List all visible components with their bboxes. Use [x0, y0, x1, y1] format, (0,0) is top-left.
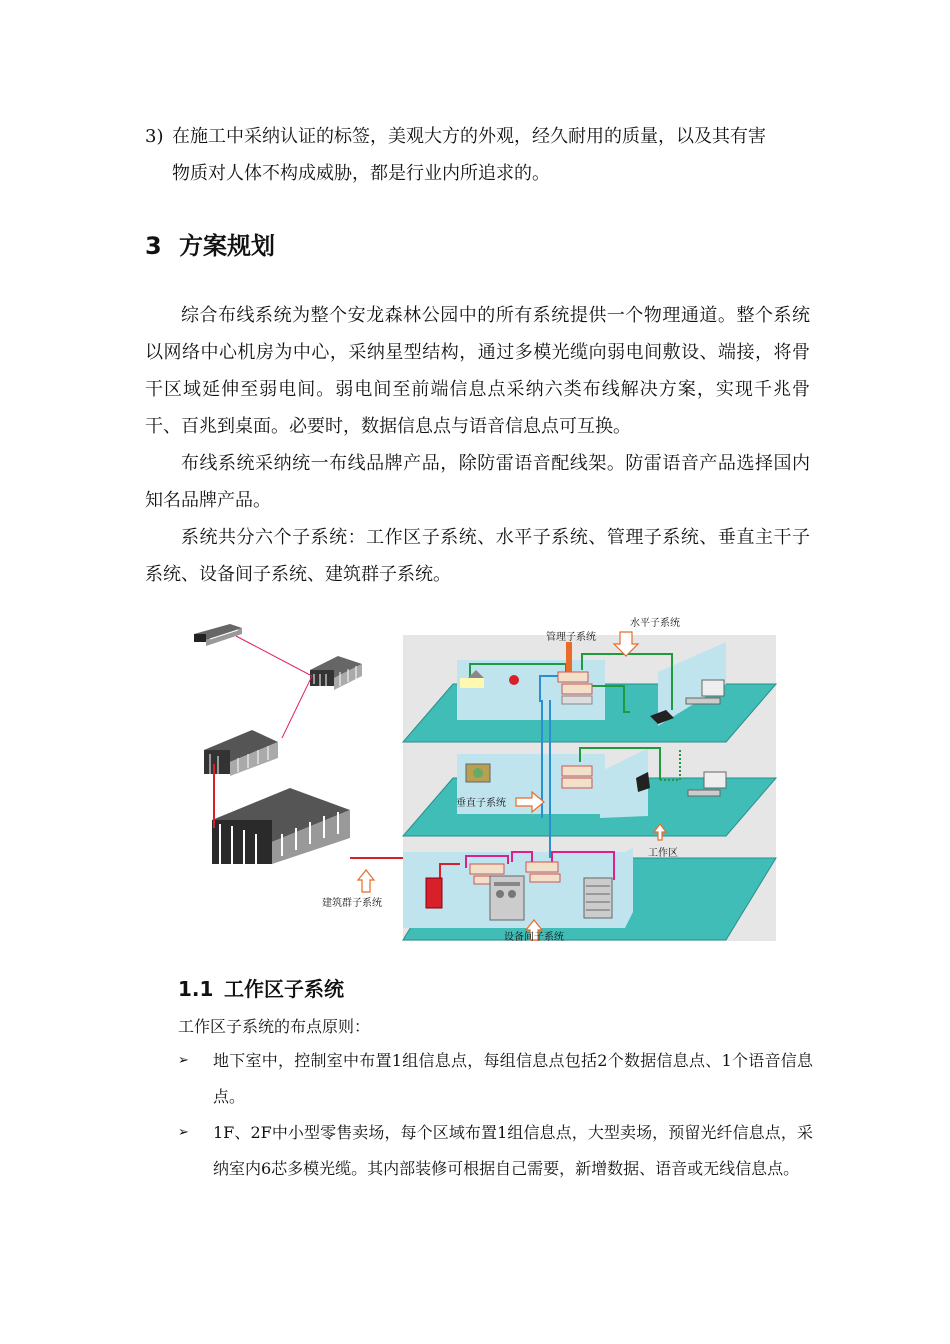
server-cabinet-icon: [490, 876, 524, 920]
bullet-arrow-icon: ➢: [178, 1125, 189, 1140]
label-management-subsystem: 管理子系统: [546, 632, 596, 643]
paragraph-3: 系统共分六个子系统：工作区子系统、水平子系统、管理子系统、垂直主干子系统、设备间子系统、建筑群子系统。: [145, 527, 810, 585]
label-vertical-subsystem: 垂直子系统: [456, 798, 506, 809]
building-small-1-icon: [194, 624, 242, 646]
subsection-title: 工作区子系统: [224, 977, 344, 1001]
label-equipment-room-subsystem: 设备间子系统: [504, 932, 564, 943]
security-device-icon: [466, 764, 490, 782]
section-1-1-heading: [178, 973, 344, 1002]
patch-panel-floor-2-icon: [558, 672, 592, 704]
server-rack-icon: [584, 878, 612, 918]
label-campus-subsystem: 建筑群子系统: [322, 898, 382, 909]
cabling-system-diagram: [190, 612, 790, 947]
list-item-number: 3): [145, 126, 164, 147]
subsection-number: 1.1: [178, 977, 214, 1001]
section-3-heading: [145, 226, 275, 261]
bullet-arrow-icon: ➢: [178, 1053, 189, 1068]
campus-subsystem-arrow-icon: [358, 870, 374, 892]
building-large-icon: [212, 788, 350, 864]
list-item-text-line1: 在施工中采纳认证的标签，美观大方的外观，经久耐用的质量，以及其有害: [172, 126, 766, 147]
paragraph-2: 布线系统采纳统一布线品牌产品，除防雷语音配线架。防雷语音产品选择国内知名品牌产品。: [145, 453, 810, 511]
building-medium-icon: [204, 730, 278, 776]
distribution-frame-icon: [426, 878, 442, 908]
paragraph-1: 综合布线系统为整个安龙森林公园中的所有系统提供一个物理通道。整个系统以网络中心机房为中心，采纳星型结构，通过多模光缆向弱电间敷设、端接，将骨干区域延伸至弱电间。弱电间至前端信息点采纳六类布线解决方案，实现千兆骨干、百兆到桌面。必要时，数据信息点与语音信息点可互换。: [145, 305, 810, 437]
section-number: 3: [145, 232, 162, 260]
subsection-intro: 工作区子系统的布点原则：: [178, 1017, 371, 1036]
campus-link-line: [236, 636, 312, 738]
bullet-text: 地下室中，控制室中布置1组信息点，每组信息点包括2个数据信息点、1个语音信息点。: [213, 1051, 813, 1106]
list-item-text-line2: 物质对人体不构成威胁，都是行业内所追求的。: [172, 163, 550, 184]
building-small-2-icon: [310, 656, 362, 690]
label-horizontal-subsystem: 水平子系统: [630, 618, 680, 629]
label-work-area: 工作区: [648, 848, 678, 859]
section-title: 方案规划: [179, 232, 275, 260]
management-subsystem-arrow-icon: [566, 642, 572, 672]
bullet-text: 1F、2F中小型零售卖场，每个区域布置1组信息点，大型卖场，预留光纤信息点，采纳室内6芯多模光缆。其内部装修可根据自己需要，新增数据、语音或无线信息点。: [213, 1123, 813, 1178]
alarm-icon: [509, 675, 519, 685]
